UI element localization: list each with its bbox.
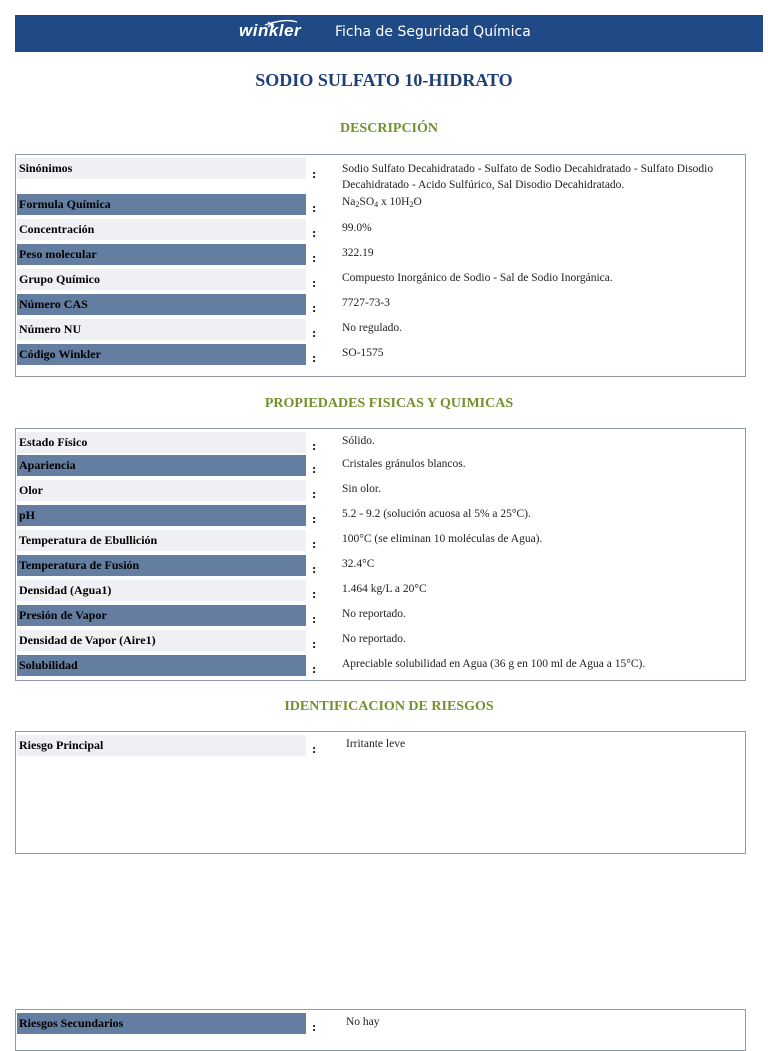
formula-value — [342, 194, 737, 210]
row-colon: : — [312, 511, 317, 526]
riesgos-table — [15, 731, 746, 854]
section-title-propiedades: PROPIEDADES FISICAS Y QUIMICAS — [264, 396, 514, 411]
riesgos-secundarios-table — [15, 1009, 746, 1051]
row-colon: : — [312, 536, 317, 551]
descripcion-table — [15, 154, 746, 377]
formula-subscript: 2 — [355, 200, 360, 209]
row-label: Código Winkler — [17, 344, 306, 365]
row-value: 100°C (se eliminan 10 moléculas de Agua). — [342, 533, 543, 545]
row-colon: : — [312, 325, 317, 340]
page-header — [15, 15, 763, 52]
row-value: 5.2 - 9.2 (solución acuosa al 5% a 25°C). — [342, 508, 531, 520]
formula-part: SO — [359, 196, 375, 208]
row-label: Densidad de Vapor (Aire1) — [17, 630, 306, 651]
row-value: No reportado. — [342, 608, 406, 620]
row-value: Apreciable solubilidad en Agua (36 g en 100 ml de Agua a 15°C). — [342, 658, 646, 670]
row-value: 1.464 kg/L a 20°C — [342, 583, 427, 595]
row-label: Sinónimos — [17, 158, 306, 179]
formula-part: Na — [342, 196, 356, 208]
document-title: SODIO SULFATO 10-HIDRATO — [255, 70, 513, 90]
formula-part: x 10H — [378, 196, 410, 208]
row-label: Olor — [17, 480, 306, 501]
row-colon: : — [312, 225, 317, 240]
row-value: 322.19 — [342, 247, 374, 259]
row-colon: : — [312, 741, 317, 756]
row-colon: : — [312, 586, 317, 601]
row-value: 7727-73-3 — [342, 297, 390, 309]
row-colon: : — [312, 636, 317, 651]
row-value: SO-1575 — [342, 347, 384, 359]
formula-part: O — [413, 196, 422, 208]
row-label: Temperatura de Fusión — [17, 555, 306, 576]
row-label: Riesgos Secundarios — [17, 1013, 306, 1034]
row-label: pH — [17, 505, 306, 526]
winkler-logo: winkler — [239, 21, 302, 40]
row-value: Cristales gránulos blancos. — [342, 458, 466, 470]
row-label: Densidad (Agua1) — [17, 580, 306, 601]
row-value: Sólido. — [342, 435, 375, 447]
row-colon: : — [312, 300, 317, 315]
row-value: Compuesto Inorgánico de Sodio - Sal de Sodio Inorgánica. — [342, 272, 613, 284]
formula-subscript: 4 — [374, 200, 379, 209]
row-colon: : — [312, 275, 317, 290]
row-label: Riesgo Principal — [17, 735, 306, 756]
row-value: No reportado. — [342, 633, 406, 645]
row-label: Formula Química — [17, 194, 306, 215]
row-value: Irritante leve — [346, 738, 406, 750]
row-colon: : — [312, 561, 317, 576]
row-label: Presión de Vapor — [17, 605, 306, 626]
row-label: Solubilidad — [17, 655, 306, 676]
header-title: Ficha de Seguridad Química — [335, 24, 531, 40]
row-label: Peso molecular — [17, 244, 306, 265]
row-label: Concentración — [17, 219, 306, 240]
row-colon: : — [312, 250, 317, 265]
row-value: 99.0% — [342, 222, 372, 234]
row-label: Grupo Químico — [17, 269, 306, 290]
formula-subscript: 2 — [409, 200, 414, 209]
section-title-descripcion: DESCRIPCIÓN — [339, 121, 438, 136]
row-colon: : — [312, 1019, 317, 1034]
row-colon: : — [312, 461, 317, 476]
row-value: No regulado. — [342, 322, 403, 334]
row-value: No hay — [346, 1016, 380, 1028]
row-value: Sodio Sulfato Decahidratado - Sulfato de Sodio Decahidratado - Sulfato Disodio Decahidratado - Acido Sulfúrico, Sal Disodio Decahidratado. — [342, 163, 714, 191]
row-label: Temperatura de Ebullición — [17, 530, 306, 551]
row-label: Número NU — [17, 319, 306, 340]
propiedades-table — [15, 428, 746, 681]
row-label: Estado Físico — [17, 432, 306, 453]
row-colon: : — [312, 166, 317, 181]
row-colon: : — [312, 438, 317, 453]
row-colon: : — [312, 350, 317, 365]
row-colon: : — [312, 486, 317, 501]
row-value: Sin olor. — [342, 483, 381, 495]
row-value: 32.4°C — [342, 558, 375, 570]
row-colon: : — [312, 611, 317, 626]
row-label: Apariencia — [17, 455, 306, 476]
row-colon: : — [312, 200, 317, 215]
row-colon: : — [312, 661, 317, 676]
section-title-riesgos: IDENTIFICACION DE RIESGOS — [284, 699, 494, 714]
row-label: Número CAS — [17, 294, 306, 315]
